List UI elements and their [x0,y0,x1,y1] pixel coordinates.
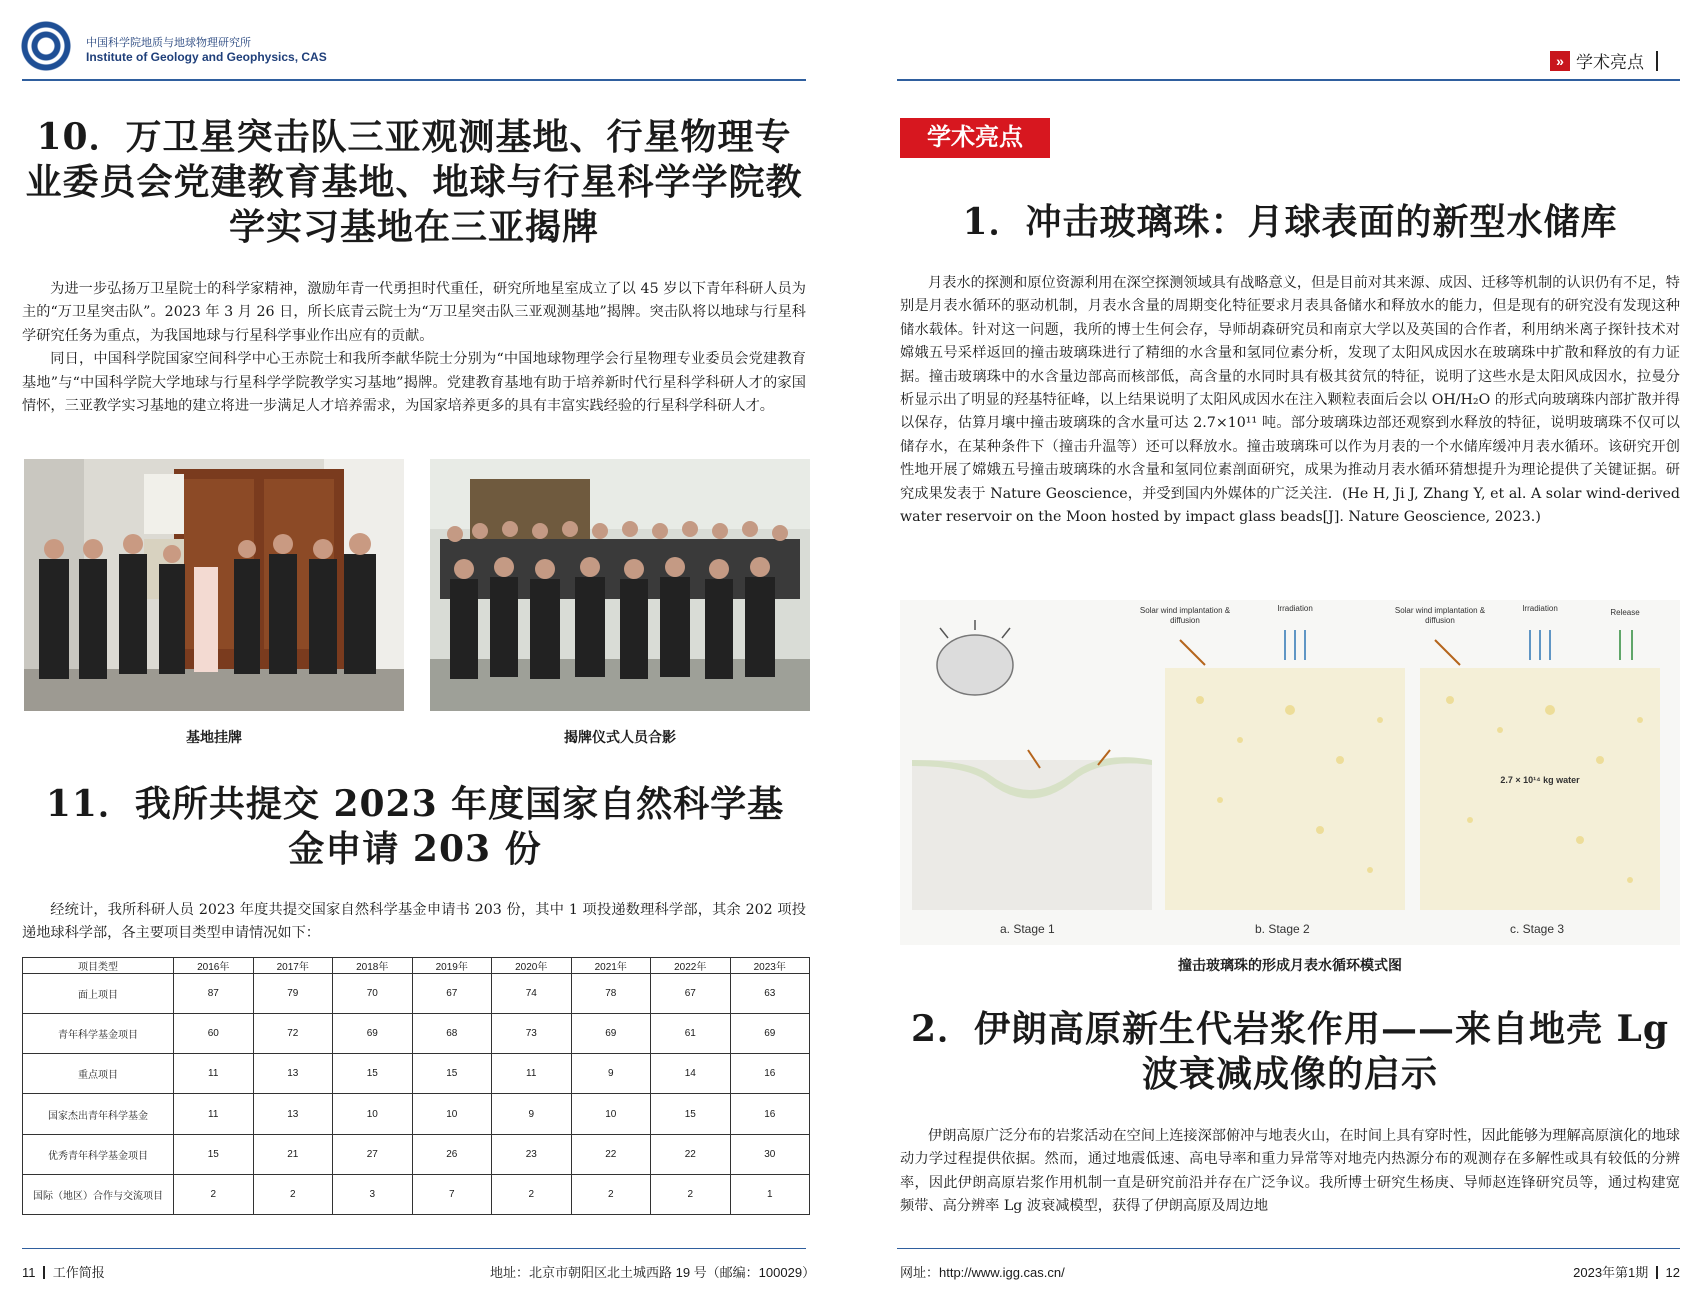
footer-website: 网址：http://www.igg.cas.cn/ [900,1265,1065,1280]
table-row [23,1174,810,1214]
table-cell: 30 [730,1134,810,1174]
institute-name-cn: 中国科学院地质与地球物理研究所 [86,37,251,49]
label-release: Release [1610,608,1640,617]
double-chevron-icon: » [1550,51,1570,71]
label-irradiation-stage2: Irradiation [1277,604,1313,613]
table-cell: 63 [730,974,810,1014]
nsfc-applications-table [22,957,810,1215]
label-stage-3: c. Stage 3 [1510,922,1565,936]
section-header [1550,48,1658,73]
table-header-cell: 2017年 [253,958,333,974]
table-row-label: 重点项目 [23,1054,174,1094]
label-irradiation-stage3: Irradiation [1522,604,1558,613]
table-cell: 11 [174,1094,254,1134]
table-cell: 9 [492,1094,572,1134]
article11-body [22,899,806,946]
table-cell: 13 [253,1094,333,1134]
table-header-cell: 2018年 [333,958,413,974]
table-header-cell: 2023年 [730,958,810,974]
table-cell: 69 [333,1014,413,1054]
label-stage-2: b. Stage 2 [1255,922,1310,936]
table-cell: 73 [492,1014,572,1054]
table-cell: 1 [730,1174,810,1214]
table-cell: 22 [571,1134,651,1174]
footer-left [22,1262,105,1281]
table-header-cell: 2020年 [492,958,572,974]
article10-paragraph-2: 同日，中国科学院国家空间科学中心王赤院士和我所李献华院士分别为“中国地球物理学会行星物理专业委员会党建教育基地”与“中国科学院大学地球与行星科学学院教学实习基地”揭牌。党建教育基地有助于培养新时代行星科学科研人才的家国情怀，三亚教学实习基地的建立将进一步满足人才培养需求，为国家培养更多的具有丰富实践经验的行星科学科研人才。 [22,351,806,415]
table-cell: 15 [333,1054,413,1094]
table-cell: 2 [571,1174,651,1214]
table-cell: 7 [412,1174,492,1214]
table-cell: 9 [571,1054,651,1094]
table-cell: 10 [412,1094,492,1134]
label-stage-1: a. Stage 1 [1000,922,1055,936]
table-cell: 67 [651,974,731,1014]
table-cell: 15 [651,1094,731,1134]
table-header-cell: 2016年 [174,958,254,974]
table-header-cell: 项目类型 [23,958,174,974]
article1-title: 1．冲击玻璃珠：月球表面的新型水储库 [962,201,1618,243]
table-cell: 16 [730,1054,810,1094]
label-solar-wind-stage3: Solar wind implantation & diffusion [1394,606,1486,625]
label-water-amount: 2.7 × 10¹⁴ kg water [1500,775,1580,785]
institute-logo [20,20,72,72]
article11-paragraph: 经统计，我所科研人员 2023 年度共提交国家自然科学基金申请书 203 份，其中 1 项投递数理科学部，其余 202 项投递地球科学部，各主要项目类型申请情况如下： [22,902,806,942]
table-row-label: 国家杰出青年科学基金 [23,1094,174,1134]
article2-paragraph: 伊朗高原广泛分布的岩浆活动在空间上连接深部俯冲与地表火山，在时间上具有穿时性，因此能够为理解高原演化的地球动力学过程提供依据。然而，通过地震低速、高电导率和重力异常等对地壳内热源分布的观测存在多解性或具有较低的分辨率，因此伊朗高原岩浆作用机制一直是研究前沿并存在广泛争议。我所博士研究生杨庚、导师赵连锋研究员等，通过构建宽频带、高分辨率 Lg 波衰减模型，获得了伊朗高原及周边地 [900,1128,1680,1215]
table-cell: 14 [651,1054,731,1094]
section-header-label: 学术亮点 [1576,53,1644,72]
table-row [23,1134,810,1174]
table-header-cell: 2021年 [571,958,651,974]
table-cell: 72 [253,1014,333,1054]
table-header-cell: 2022年 [651,958,731,974]
photo-plaque-unveiling [24,459,404,711]
table-cell: 68 [412,1014,492,1054]
table-cell: 13 [253,1054,333,1094]
footer-right [1573,1262,1680,1281]
table-row-label: 优秀青年科学基金项目 [23,1134,174,1174]
footer-address: 地址：北京市朝阳区北土城西路 19 号（邮编：100029） [490,1265,816,1280]
table-cell: 70 [333,974,413,1014]
issue-label: 2023年第1期 [1573,1265,1649,1280]
table-cell: 21 [253,1134,333,1174]
header-rule-left [22,79,806,81]
article1-body [900,272,1680,529]
table-cell: 15 [412,1054,492,1094]
table-cell: 11 [492,1054,572,1094]
article10-title: 10．万卫星突击队三亚观测基地、行星物理专业委员会党建教育基地、地球与行星科学学院教学实习基地在三亚揭牌 [25,116,803,248]
header-rule-right [897,79,1680,81]
table-cell: 60 [174,1014,254,1054]
article10-body [22,278,806,418]
left-page-number: 11 [22,1265,36,1280]
water-cycle-figure [900,600,1680,945]
section-tag: 学术亮点 [900,118,1050,158]
table-row [23,1014,810,1054]
table-row-label: 国际（地区）合作与交流项目 [23,1174,174,1214]
table-cell: 2 [492,1174,572,1214]
photo-caption-2: 揭牌仪式人员合影 [564,730,676,746]
table-cell: 10 [571,1094,651,1134]
article2-title: 2．伊朗高原新生代岩浆作用——来自地壳 Lg 波衰减成像的启示 [910,1008,1670,1095]
table-cell: 79 [253,974,333,1014]
table-cell: 69 [730,1014,810,1054]
table-cell: 78 [571,974,651,1014]
right-page-number: 12 [1665,1265,1680,1280]
figure-caption: 撞击玻璃珠的形成月表水循环模式图 [1178,958,1402,974]
label-solar-wind-stage2: Solar wind implantation & diffusion [1139,606,1231,625]
table-row-label: 青年科学基金项目 [23,1014,174,1054]
table-row [23,1094,810,1134]
table-cell: 11 [174,1054,254,1094]
article11-title: 11．我所共提交 2023 年度国家自然科学基金申请 203 份 [45,783,785,870]
photo-caption-1: 基地挂牌 [186,730,242,746]
table-cell: 2 [174,1174,254,1214]
table-row [23,1054,810,1094]
table-cell: 67 [412,974,492,1014]
table-cell: 16 [730,1094,810,1134]
table-cell: 69 [571,1014,651,1054]
table-cell: 23 [492,1134,572,1174]
footer-rule-right [897,1248,1680,1249]
table-cell: 15 [174,1134,254,1174]
article1-paragraph: 月表水的探测和原位资源利用在深空探测领域具有战略意义，但是目前对其来源、成因、迁移等机制的认识仍有不足，特别是月表水循环的驱动机制，月表水含量的周期变化特征要求月表具备储水和释放水的能力，但是现有的研究没有发现这种储水载体。针对这一问题，我所的博士生何会存，导师胡森研究员和南京大学以及英国的合作者，利用纳米离子探针技术对嫦娥五号采样返回的撞击玻璃珠进行了精细的水含量和氢同位素分析，发现了太阳风成因水在玻璃珠中扩散和释放的有力证据。撞击玻璃珠中的水含量边部高而核部低，高含量的水同时具有极其贫氘的特征，说明了这些水是太阳风成因水，拉曼分析显示出了明显的羟基特征峰，以上结果说明了太阳风成因水在注入颗粒表面后会以 OH/H₂O 的形式向玻璃珠内部扩散并得以保存，估算月壤中撞击玻璃珠的含水量可达 2.7×10¹¹ 吨。部分玻璃珠边部还观察到水释放的特征，说明玻璃珠不仅可以储存水，在某种条件下（撞击升温等）还可以释放水。撞击玻璃珠可以作为月表的一个水储库缓冲月表水循环。该研究开创性地开展了嫦娥五号撞击玻璃珠的水含量和氢同位素剖面研究，成果为推动月表水循环猜想提升为理论提供了关键证据。研究成果发表于 Nature Geoscience，并受到国内外媒体的广泛关注．(He H, Ji J, Zhang Y, et al. A solar wind-derived water reservoir on the Moon hosted by impact glass beads[J]. Nature Geoscience, 2023.) [900,275,1680,526]
header-divider [1656,51,1658,71]
table-cell: 74 [492,974,572,1014]
table-cell: 26 [412,1134,492,1174]
table-cell: 10 [333,1094,413,1134]
table-cell: 2 [651,1174,731,1214]
table-cell: 2 [253,1174,333,1214]
table-cell: 3 [333,1174,413,1214]
article10-paragraph-1: 为进一步弘扬万卫星院士的科学家精神，激励年青一代勇担时代重任，研究所地星室成立了以 45 岁以下青年科研人员为主的“万卫星突击队”。2023 年 3 月 26 日，所长底青云院士为“万卫星突击队三亚观测基地”揭牌。突击队将以地球与行星科学研究任务为重点，为我国地球与行星科学事业作出应有的贡献。 [22,281,806,344]
left-running-title: 工作简报 [52,1265,105,1280]
table-cell: 61 [651,1014,731,1054]
table-header-row [23,958,810,974]
table-row [23,974,810,1014]
table-cell: 27 [333,1134,413,1174]
institute-name-en: Institute of Geology and Geophysics, CAS [86,50,327,64]
table-cell: 22 [651,1134,731,1174]
footer-rule-left [22,1248,806,1249]
table-header-cell: 2019年 [412,958,492,974]
table-cell: 87 [174,974,254,1014]
table-row-label: 面上项目 [23,974,174,1014]
article2-body [900,1125,1680,1219]
photo-group-ceremony [430,459,810,711]
